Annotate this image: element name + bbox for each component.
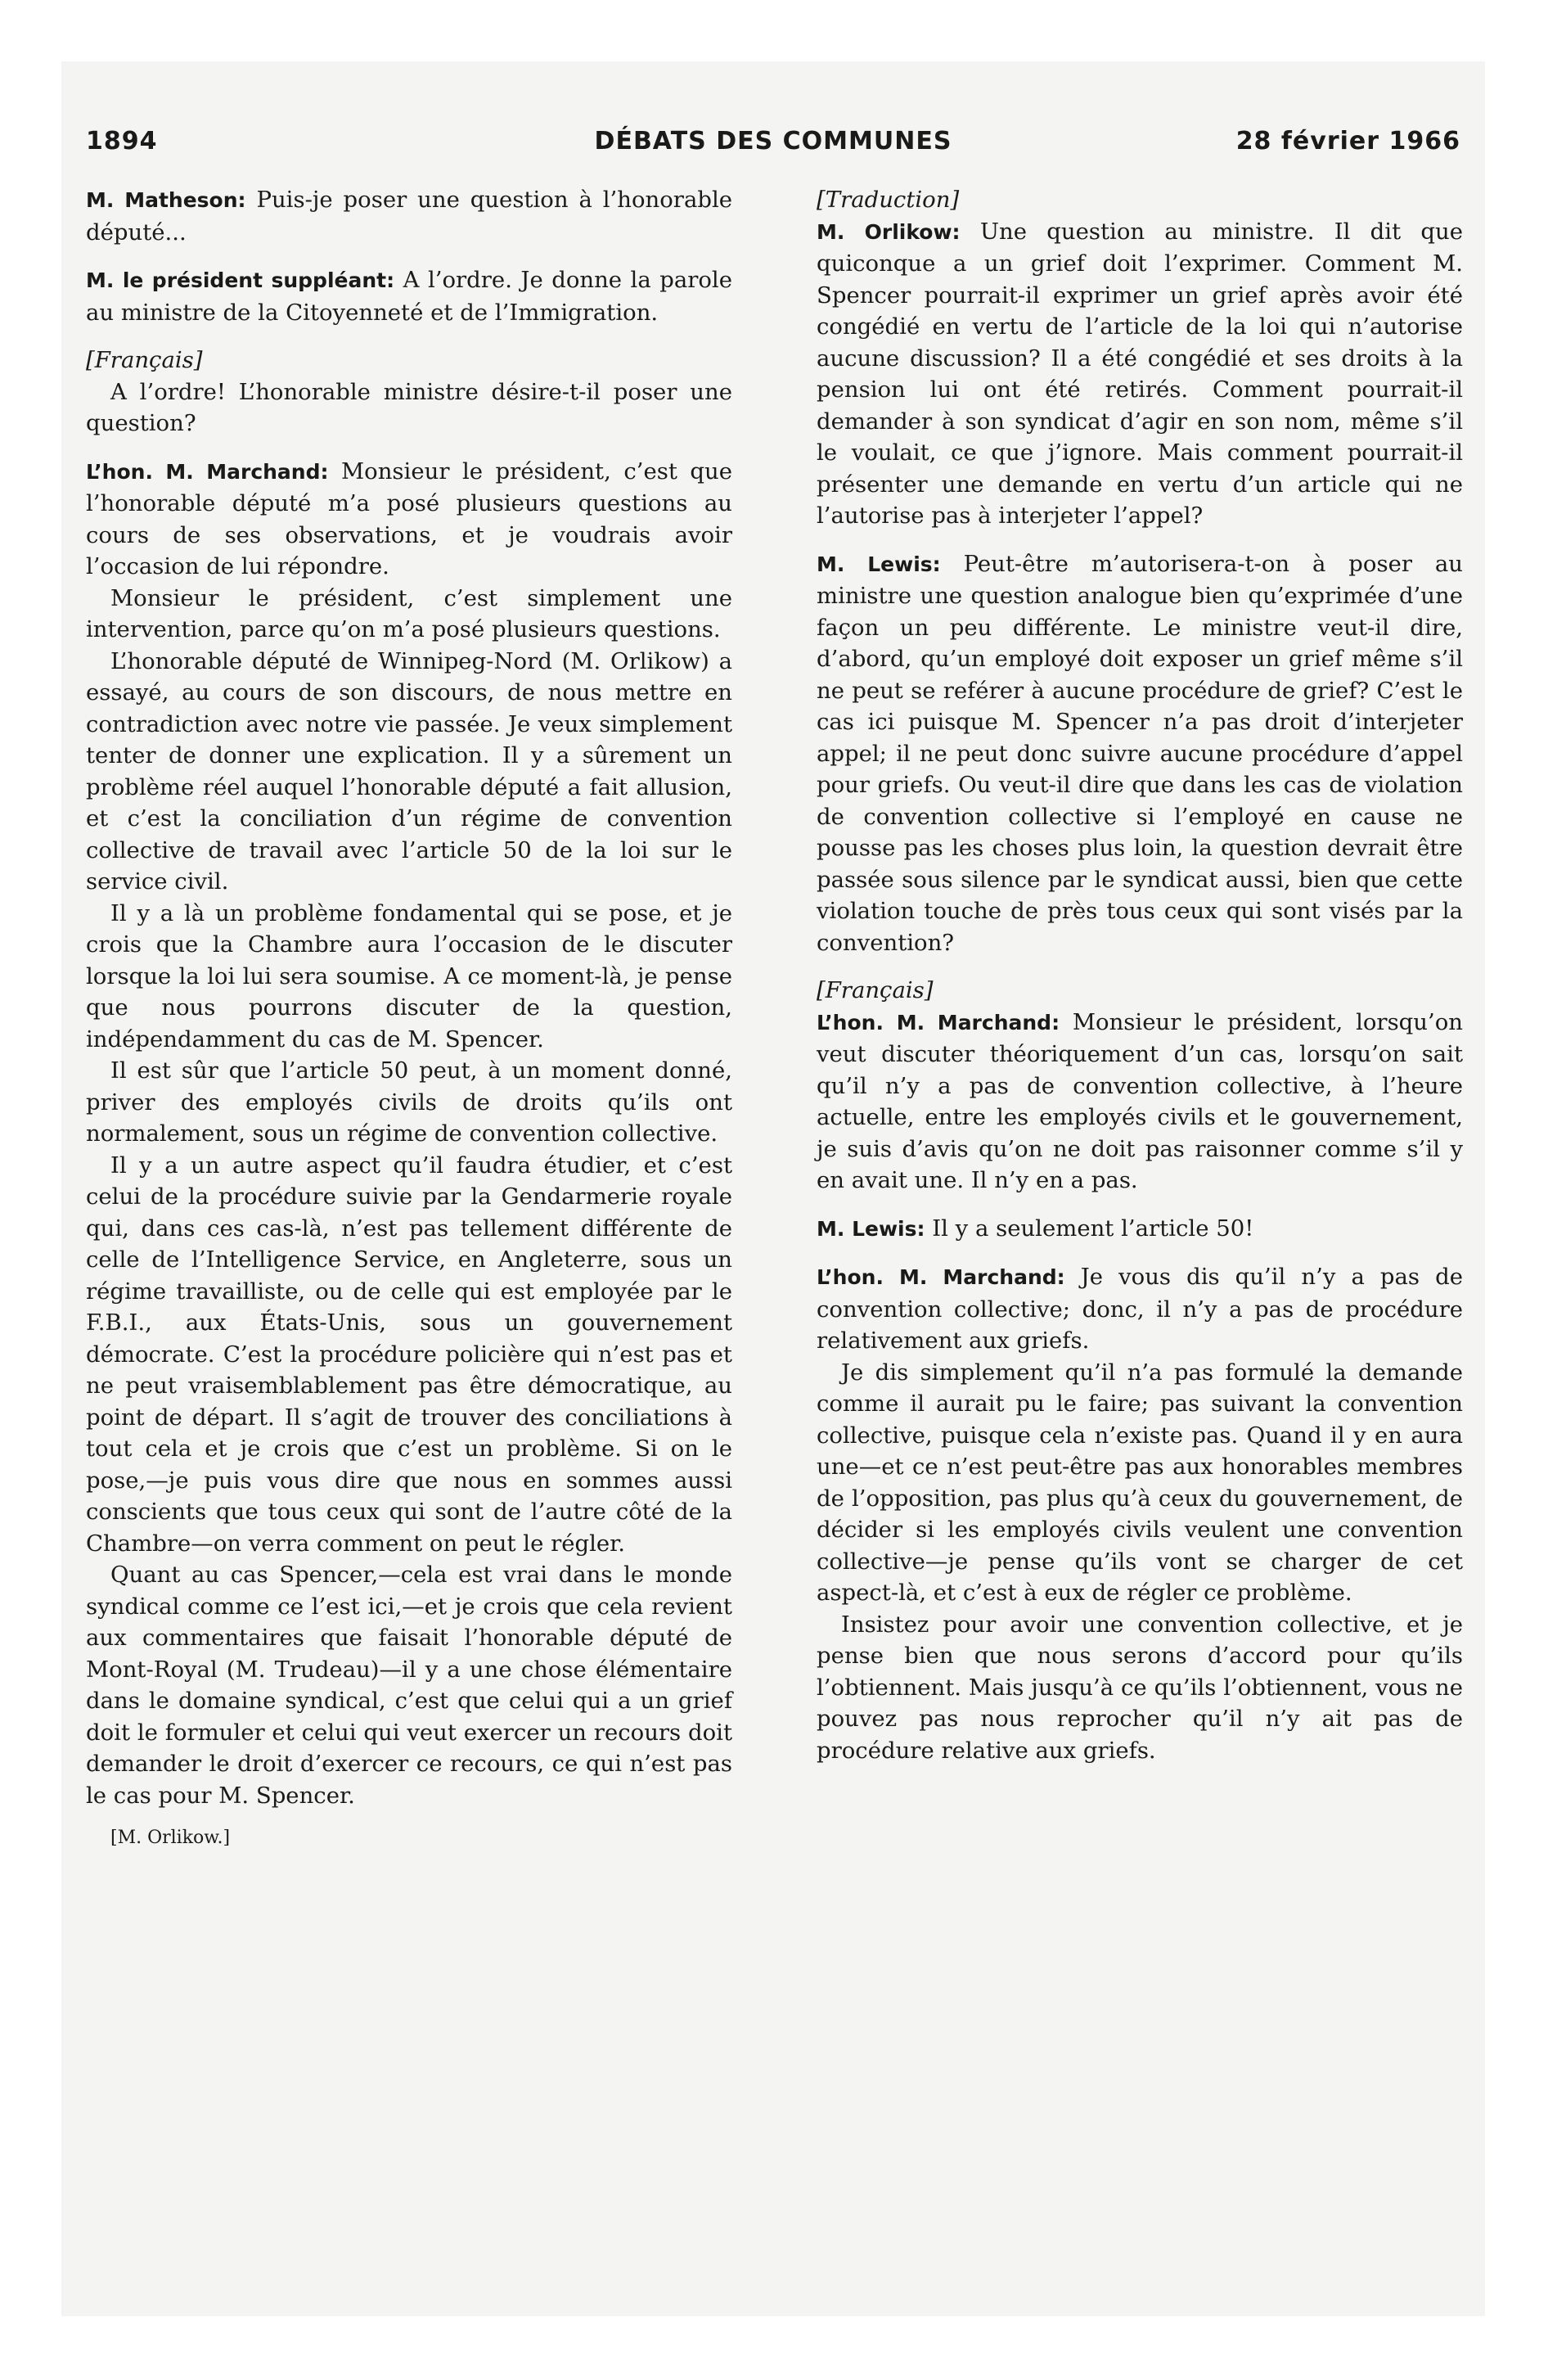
speech-text: Puis-je poser une question à l’honorable député...: [86, 187, 733, 246]
right-column: [817, 184, 1463, 1766]
speaker-name: M. Matheson:: [86, 188, 246, 212]
paragraph: Il y a un autre aspect qu’il faudra étudier, et c’est celui de la procédure suivie par la Gendarmerie royale qui, dans ces cas-là, n’est pas tellement différente de celle de l’Intelligence Service, en Angleterre, sous un régime travailliste, ou de celle qui est employée par le F.B.I., aux États-Unis, sous un gouvernement démocrate. C’est la procédure policière qui n’est pas et ne peut vraisemblablement pas être démocratique, au point de départ. Il s’agit de trouver des conciliations à tout cela et je crois que c’est un problème. Si on le pose,—je puis vous dire que nous en sommes aussi conscients que tous ceux qui sont de l’autre côté de la Chambre—on verra comment on peut le régler.: [86, 1152, 732, 1557]
paragraph: Insistez pour avoir une convention collective, et je pense bien que nous serons d’accord pour qu’ils l’obtiennent. Mais jusqu’à ce qu’ils l’obtiennent, vous ne pouvez pas nous reprocher qu’il n’y ait pas de procédure relative aux griefs.: [817, 1611, 1463, 1764]
paragraph: [86, 456, 732, 583]
page-number: 1894: [86, 127, 158, 156]
page: [61, 61, 1485, 2316]
page-header: [86, 127, 1460, 168]
paragraph: [817, 216, 1463, 532]
speaker-name: M. Lewis:: [817, 552, 941, 576]
paragraph: [86, 184, 732, 248]
speech-text: Monsieur le président, lorsqu’on veut discuter théoriquement d’un cas, lorsqu’on sait qu’il n’y a pas de convention collective, à l’heure actuelle, entre les employés civils et le gouvernement, je suis d’avis qu’on ne doit pas raisonner comme s’il y en avait une. Il n’y en a pas.: [817, 1008, 1464, 1193]
speech-text: Je vous dis qu’il n’y a pas de convention collective; donc, il n’y a pas de procédure relativement aux griefs.: [817, 1264, 1464, 1354]
speech-text: Peut-être m’autorisera-t-on à poser au ministre une question analogue bien qu’exprimée d’une façon un peu différente. Le ministre veut-il dire, d’abord, qu’un employé doit exposer un grief même s’il ne peut se reférer à aucune procédure de grief? C’est le cas ici puisque M. Spencer n’a pas droit d’interjeter appel; il ne peut donc suivre aucune procédure d’appel pour griefs. Ou veut-il dire que dans les cas de violation de convention collective si l’employé en cause ne pousse pas les choses plus loin, la question devrait être passée sous silence par le syndicat aussi, bien que cette violation touche de près tous ceux qui sont visés par la convention?: [817, 550, 1463, 956]
paragraph: Je dis simplement qu’il n’a pas formulé la demande comme il aurait pu le faire; pas suivant la convention collective, puisque cela n’existe pas. Quand il y en aura une—et ce n’est peut-être pas aux honorables membres de l’opposition, pas plus qu’à ceux du gouvernement, de décider si les employés civils veulent une convention collective—je pense qu’ils vont se charger de cet aspect-là, et c’est à eux de régler ce problème.: [817, 1359, 1463, 1606]
publication-title: DÉBATS DES COMMUNES: [594, 127, 952, 156]
speaker-name: L’hon. M. Marchand:: [817, 1010, 1060, 1034]
paragraph: [86, 264, 732, 328]
speech-text: Il y a seulement l’article 50!: [932, 1215, 1254, 1242]
paragraph: Il est sûr que l’article 50 peut, à un moment donné, priver des employés civils de droits qu’ils ont normalement, sous un régime de convention collective.: [86, 1057, 732, 1147]
speaker-name: M. Lewis:: [817, 1216, 925, 1241]
paragraph: A l’ordre! L’honorable ministre désire-t-il poser une question?: [86, 378, 732, 436]
speaker-name: M. Orlikow:: [817, 219, 961, 244]
left-column: [86, 184, 732, 1855]
speaker-name: L’hon. M. Marchand:: [817, 1265, 1065, 1289]
paragraph: Quant au cas Spencer,—cela est vrai dans le monde syndical comme ce l’est ici,—et je crois que cela revient aux commentaires que faisait l’honorable député de Mont-Royal (M. Trudeau)—il y a une chose élémentaire dans le domaine syndical, c’est que celui qui a un grief doit le formuler et celui qui veut exercer un recours doit demander le droit d’exercer ce recours, ce qui n’est pas le cas pour M. Spencer.: [86, 1562, 732, 1809]
paragraph: Il y a là un problème fondamental qui se pose, et je crois que la Chambre aura l’occasion de le discuter lorsque la loi lui sera soumise. A ce moment-là, je pense que nous pourrons discuter de la question, indépendamment du cas de M. Spencer.: [86, 899, 732, 1053]
paragraph: [817, 1007, 1463, 1197]
language-tag: [Français]: [86, 347, 203, 373]
speaker-name: M. le président suppléant:: [86, 268, 395, 292]
language-tag: [Français]: [817, 977, 934, 1003]
paragraph: [817, 1213, 1463, 1246]
paragraph: L’honorable député de Winnipeg-Nord (M. Orlikow) a essayé, au cours de son discours, de nous mettre en contradiction avec notre vie passée. Je veux simplement tenter de donner une explication. Il y a sûrement un problème réel auquel l’honorable député a fait allusion, et c’est la conciliation d’un régime de convention collective de travail avec l’article 50 de la loi sur le service civil.: [86, 647, 732, 895]
paragraph: [817, 1261, 1463, 1357]
speaker-name: L’hon. M. Marchand:: [86, 459, 329, 484]
paragraph: [817, 548, 1463, 959]
language-tag: [Traduction]: [817, 187, 960, 213]
publication-date: 28 février 1966: [1235, 127, 1460, 156]
speech-text: A l’ordre. Je donne la parole au ministre de la Citoyenneté et de l’Immigration.: [86, 267, 732, 326]
speech-text: Une question au ministre. Il dit que quiconque a un grief doit l’exprimer. Comment M. Spencer pourrait-il exprimer un grief après avoir été congédié en vertu de l’article de la loi qui n’autorise aucune discussion? Il a été congédié et ses droits à la pension lui ont été retirés. Comment pourrait-il demander à son syndicat d’agir en son nom, même s’il le voulait, ce que j’ignore. Mais comment pourrait-il présenter une demande en vertu d’un article qui ne l’autorise pas à interjeter l’appel?: [817, 218, 1463, 529]
speaker-footnote: [M. Orlikow.]: [110, 1828, 231, 1848]
paragraph: Monsieur le président, c’est simplement une intervention, parce qu’on m’a posé plusieurs questions.: [86, 584, 732, 642]
speech-text: Monsieur le président, c’est que l’honorable député m’a posé plusieurs questions au cours de ses observations, et je voudrais avoir l’occasion de lui répondre.: [86, 458, 733, 579]
